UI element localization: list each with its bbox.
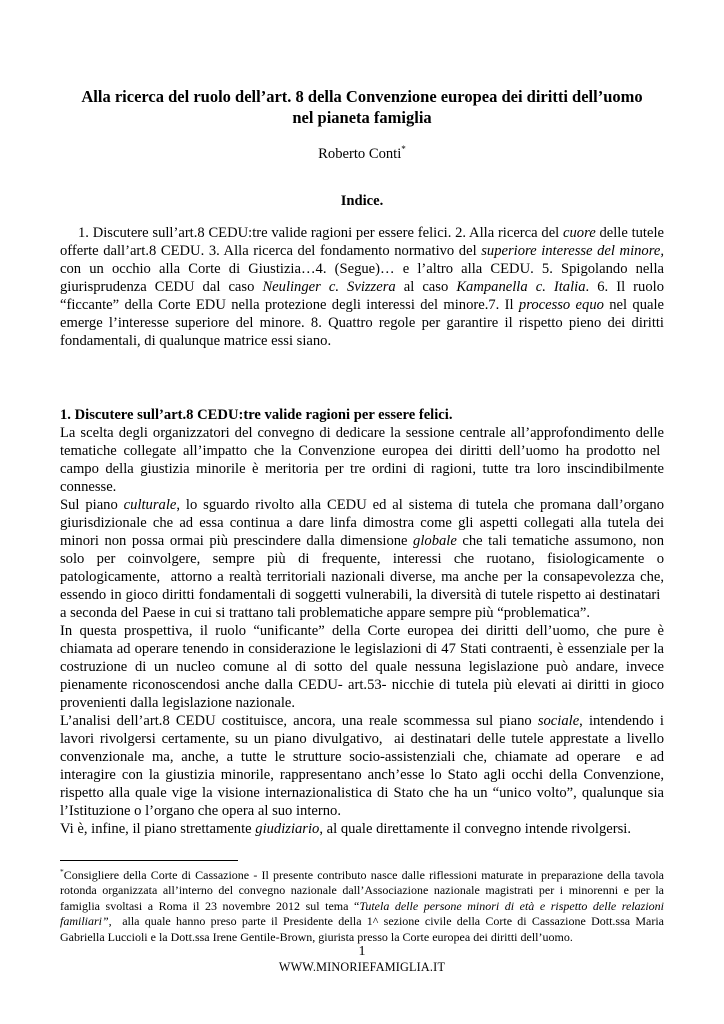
section-1-paragraph-3: In questa prospettiva, il ruolo “unificante” della Corte europea dei diritti dell’uomo, che pure è chiamata ad operare tenendo in considerazione le legislazioni di 47 Stati contraenti, è essenziale per la costruzione di un nucleo comune al di sotto del quale nessuna legislazione può andare, invece pienamente riconoscendosi anche dalla CEDU- art.53- nicchie di tutela più elevati ai diritti in gioco provenienti dalla legislazione nazionale. — [60, 623, 664, 711]
website-footer: WWW.MINORIEFAMIGLIA.IT — [278, 960, 446, 974]
section-1-paragraph-1: La scelta degli organizzatori del convegno di dedicare la sessione centrale all’approfondimento delle tematiche collegate all’impatto che la Convenzione europea dei diritti dell’uomo ha prodotto nel campo della giustizia minorile è meritoria per tre ordini di ragioni, tutte tra loro inscindibilmente connesse. — [60, 425, 664, 495]
section-1-paragraph-2: Sul piano culturale, lo sguardo rivolto alla CEDU ed al sistema di tutela che promana dall’organo giurisdizionale che ad essa continua a dare linfa dimostra come gli aspetti collegati alla tutela dei minori non possa ormai più prescindere dalla dimensione globale che tali tematiche assumono, non solo per coinvolgere, sempre più di frequente, interessi che ruotano, fisiologicamente o patologicamente, attorno a realtà territoriali nazionali diverse, ma anche per la consapevolezza che, essendo in gioco diritti fondamentali di soggetti vulnerabili, la diversità di tutele rispetto ai destinatari a seconda del Paese in cui si trattano tali problematiche appare sempre più “problematica”. — [60, 497, 665, 621]
section-1-paragraph-5: Vi è, infine, il piano strettamente giudiziario, al quale direttamente il convegno intende rivolgersi. — [60, 821, 631, 837]
author-line: Roberto Conti* — [318, 144, 406, 162]
index-heading: Indice. — [340, 193, 384, 209]
page-number: 1 — [358, 944, 366, 959]
footnote-area — [60, 860, 664, 945]
footnote-separator — [60, 860, 238, 861]
index-paragraph: 1. Discutere sull’art.8 CEDU:tre valide ragioni per essere felici. 2. Alla ricerca del cuore delle tutele offerte dall’art.8 CEDU. 3. Alla ricerca del fondamento normativo del superiore interesse del minore, con un occhio alla Corte di Giustizia…4. (Segue)… e l’altro alla CEDU. 5. Spigolando nella giurisprudenza CEDU dal caso Neulinger c. Svizzera al caso Kampanella c. Italia. 6. Il ruolo “ficcante” della Corte EDU nella protezione degli interessi del minore.7. Il processo equo nel quale emerge l’interesse superiore del minore. 8. Quattro regole per garantire il rispetto pieno dei diritti fondamentali, di qualunque matrice essi siano. — [60, 225, 665, 349]
section-1-paragraph-4: L’analisi dell’art.8 CEDU costituisce, ancora, una reale scommessa sul piano sociale, intendendo i lavori rivolgersi certamente, su un piano divulgativo, ai destinatari delle tutele apprestate a livello convenzionale ma, anche, a tutte le strutture socio-assistenziali che, chiamate ad operare e ad interagire con la giustizia minorile, rappresentano anch’esse lo Stato agli occhi della Convenzione, rispetto alla quale vige la visione internazionalistica di Stato che ha un “unico volto”, qualunque sia l’Istituzione o l’organo che opera al suo interno. — [60, 713, 664, 819]
page-title-line-2: nel pianeta famiglia — [292, 108, 432, 127]
page-content — [60, 0, 664, 838]
page-title-line-1: Alla ricerca del ruolo dell’art. 8 della Convenzione europea dei diritti dell’uomo — [81, 87, 643, 106]
page-title — [60, 0, 664, 128]
footnote-text: *Consigliere della Corte di Cassazione - Il presente contributo nasce dalle riflessioni maturate in preparazione della tavola rotonda organizzata all’interno del convegno nazionale dall’Associazione nazionale magistrati per i minorenni e per la famiglia svoltasi a Roma il 23 novembre 2012 sul tema “Tutela delle persone minori di età e rispetto delle relazioni familiari”, alla quale hanno preso parte il Presidente della 1^ sezione civile della Corte di Cassazione Dott.ssa Maria Gabriella Luccioli e la Dott.ssa Irene Gentile-Brown, giurista presso la Corte europea dei diritti dell’uomo. — [60, 867, 664, 944]
section-1-heading: 1. Discutere sull’art.8 CEDU:tre valide ragioni per essere felici. — [60, 407, 453, 423]
